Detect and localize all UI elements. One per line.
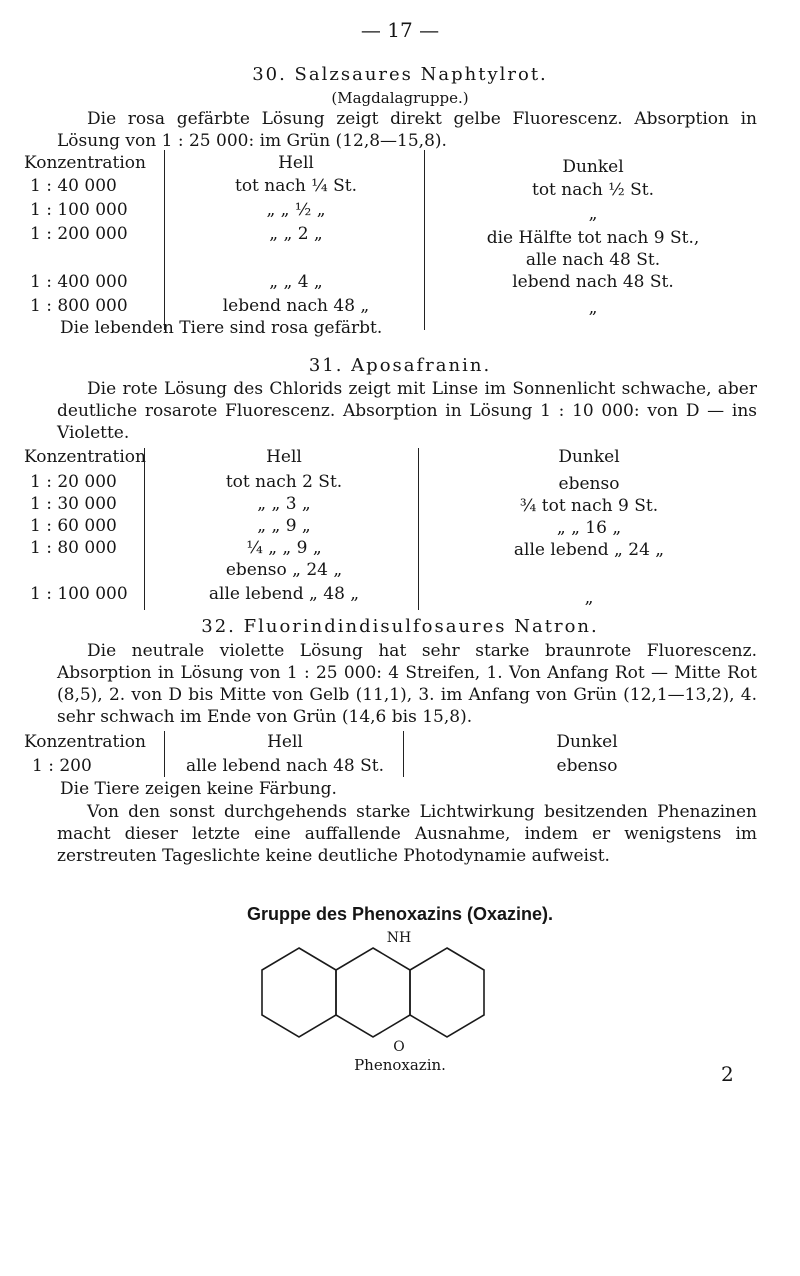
s31-row4-hell-2: ebenso „ 24 „: [225, 560, 343, 580]
s30-row5-dunkel: „: [588, 298, 598, 318]
s30-row4-dunkel: lebend nach 48 St.: [512, 272, 674, 292]
s30-row1-conc: 1 : 40 000: [30, 176, 117, 196]
s31-row4-dunkel: alle lebend „ 24 „: [513, 540, 665, 560]
s30-row2-dunkel: „: [588, 204, 598, 224]
s32-row1-hell: alle lebend nach 48 St.: [185, 756, 385, 776]
page-number: — 17 —: [360, 18, 440, 42]
section-30-subtitle: (Magdalagruppe.): [331, 89, 469, 107]
s30-rule-right: [424, 150, 425, 330]
s30-note: Die lebenden Tiere sind rosa gefärbt.: [60, 318, 383, 338]
s30-head-conc: Konzentration: [24, 153, 146, 173]
s30-row3-conc: 1 : 200 000: [30, 224, 128, 244]
section-30-intro: Die rosa gefärbte Lösung zeigt direkt gelbe Fluorescenz. Absorption in Lösung von 1 : 25 000: im Grün (12,8—15,8).: [57, 109, 757, 151]
s30-row3-dunkel-2: alle nach 48 St.: [525, 250, 661, 270]
s31-row4-hell: ¼ „ „ 9 „: [246, 538, 322, 558]
s31-row1-conc: 1 : 20 000: [30, 472, 117, 492]
s32-head-hell: Hell: [267, 732, 303, 752]
s30-row2-conc: 1 : 100 000: [30, 200, 128, 220]
structure-label-nh: NH: [386, 930, 412, 946]
s32-note: Die Tiere zeigen keine Färbung.: [60, 779, 337, 799]
group-title: Gruppe des Phenoxazins (Oxazine).: [246, 904, 554, 924]
s30-head-hell: Hell: [278, 153, 314, 173]
section-30-title: 30. Salzsaures Naphtylrot.: [252, 64, 548, 85]
s31-row5-dunkel: „: [584, 588, 594, 608]
s30-row1-dunkel: tot nach ½ St.: [531, 180, 655, 200]
s31-row3-dunkel: „ „ 16 „: [556, 518, 622, 538]
s30-row2-hell: „ „ ½ „: [266, 200, 326, 220]
s32-head-dunkel: Dunkel: [556, 732, 618, 752]
s32-rule-left: [164, 731, 165, 777]
s30-row3-dunkel: die Hälfte tot nach 9 St.,: [486, 228, 700, 248]
structure-label-o: O: [393, 1039, 405, 1055]
s31-head-hell: Hell: [266, 447, 302, 467]
s31-head-dunkel: Dunkel: [558, 447, 620, 467]
section-31-intro: Die rote Lösung des Chlorids zeigt mit Linse im Sonnenlicht schwache, aber deutliche rosarote Fluorescenz. Absorption in Lösung 1 : 10 000: von D — ins Violette.: [57, 379, 757, 443]
s30-row1-hell: tot nach ¼ St.: [234, 176, 358, 196]
s31-row5-hell: alle lebend „ 48 „: [208, 584, 360, 604]
s31-row2-hell: „ „ 3 „: [257, 494, 311, 514]
s31-head-conc: Konzentration: [24, 447, 146, 467]
s30-row3-hell: „ „ 2 „: [269, 224, 323, 244]
s31-row1-dunkel: ebenso: [558, 474, 620, 494]
structure-ring-left: [262, 948, 336, 1037]
s31-row3-hell: „ „ 9 „: [257, 516, 311, 536]
signature-mark: 2: [721, 1062, 734, 1086]
s31-row4-conc: 1 : 80 000: [30, 538, 117, 558]
structure-ring-right: [410, 948, 484, 1037]
s32-head-conc: Konzentration: [24, 732, 146, 752]
s30-rule-left: [164, 150, 165, 330]
section-31-title: 31. Aposafranin.: [308, 355, 492, 376]
s31-rule-left: [144, 448, 145, 610]
section-32-intro: Die neutrale violette Lösung hat sehr starke braunrote Fluorescenz. Absorption in Lösung von 1 : 25 000: 4 Streifen, 1. Von Anfang Rot — Mitte Rot (8,5), 2. von D bis Mitte von Gelb (11,1), 3. im Anfang von Grün (12,1—13,2), 4. sehr schwach im Ende von Grün (14,6 bis 15,8).: [57, 641, 757, 727]
section-32-closing: Von den sonst durchgehends starke Lichtwirkung besitzenden Phenazinen macht dieser letzte eine auffallende Ausnahme, indem er wenigstens im zerstreuten Tageslichte keine deutliche Photodynamie aufweist.: [57, 802, 757, 866]
s31-row3-conc: 1 : 60 000: [30, 516, 117, 536]
s32-row1-conc: 1 : 200: [32, 756, 92, 776]
s32-row1-dunkel: ebenso: [556, 756, 618, 776]
s31-row2-dunkel: ¾ tot nach 9 St.: [519, 496, 659, 516]
s31-row1-hell: tot nach 2 St.: [225, 472, 343, 492]
s30-head-dunkel: Dunkel: [562, 157, 624, 177]
s31-row5-conc: 1 : 100 000: [30, 584, 128, 604]
section-32-title: 32. Fluorindindisulfosaures Natron.: [201, 616, 599, 637]
structure-caption: Phenoxazin.: [354, 1056, 446, 1074]
s30-row5-conc: 1 : 800 000: [30, 296, 128, 316]
s32-rule-right: [403, 731, 404, 777]
s30-row4-hell: „ „ 4 „: [269, 272, 323, 292]
s31-row2-conc: 1 : 30 000: [30, 494, 117, 514]
s30-row4-conc: 1 : 400 000: [30, 272, 128, 292]
structure-ring-center: [336, 948, 410, 1037]
s30-row5-hell: lebend nach 48 „: [222, 296, 370, 316]
